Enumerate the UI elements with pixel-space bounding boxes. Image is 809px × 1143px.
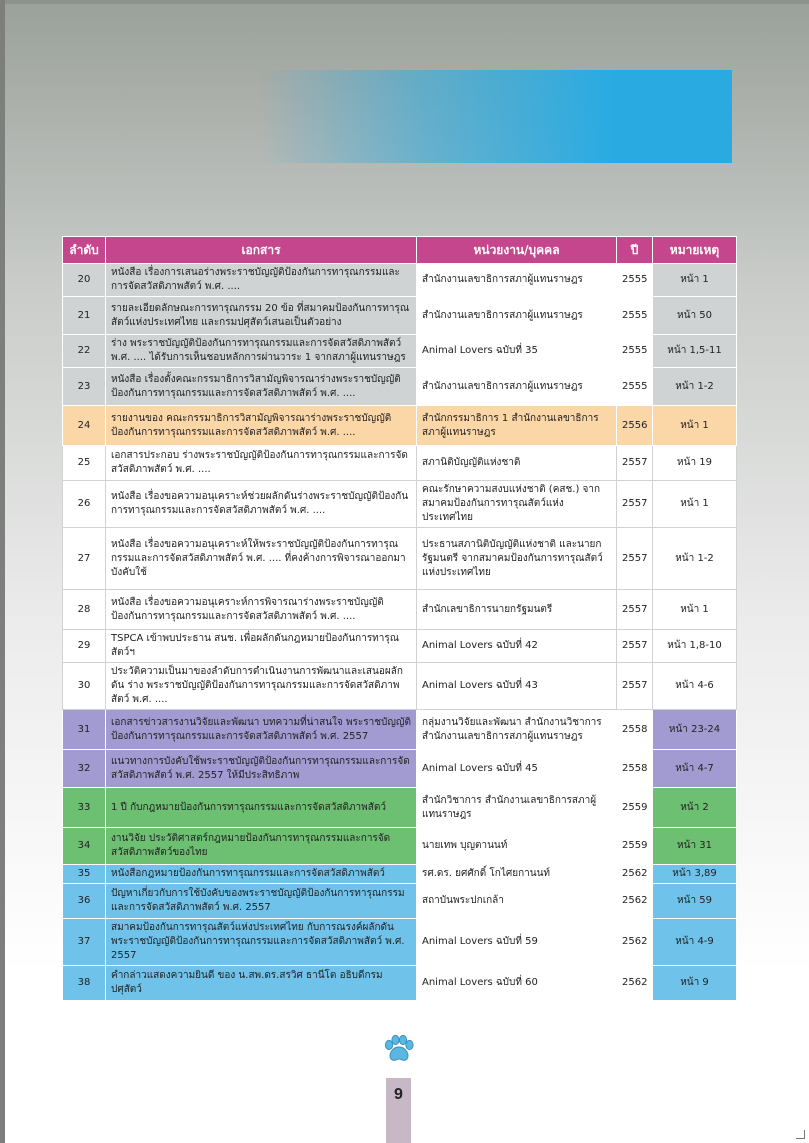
row-agency: สำนักงานเลขาธิการสภาผู้แทนราษฎร [417, 264, 617, 297]
table-row [63, 481, 737, 528]
row-agency: Animal Lovers ฉบับที่ 43 [417, 663, 617, 710]
row-document: รายงานของ คณะกรรมาธิการวิสามัญพิจารณาร่างพระราชบัญญัติป้องกันการทารุณกรรมและการจัดสวัสดิภาพสัตว์ พ.ศ. .... [106, 406, 417, 446]
crop-mark [796, 1130, 805, 1139]
row-document: เอกสารประกอบ ร่างพระราชบัญญัติป้องกันการทารุณกรรมและการจัดสวัสดิภาพสัตว์ พ.ศ. .... [106, 446, 417, 481]
row-note: หน้า 1 [653, 264, 737, 297]
row-note: หน้า 9 [653, 966, 737, 1001]
row-year: 2557 [617, 528, 653, 590]
row-year: 2555 [617, 335, 653, 368]
table-row [63, 788, 737, 828]
table-row [63, 406, 737, 446]
row-agency: สำนักงานเลขาธิการสภาผู้แทนราษฎร [417, 368, 617, 406]
row-document: เอกสารข่าวสารงานวิจัยและพัฒนา บทความที่น่าสนใจ พระราชบัญญัติป้องกันการทารุณกรรมและการจัดสวัสดิภาพสัตว์ พ.ศ. 2557 [106, 710, 417, 750]
row-year: 2562 [617, 919, 653, 966]
row-agency: Animal Lovers ฉบับที่ 45 [417, 750, 617, 788]
header-agency: หน่วยงาน/บุคคล [417, 237, 617, 264]
header-year: ปี [617, 237, 653, 264]
row-note: หน้า 4-6 [653, 663, 737, 710]
table-row [63, 966, 737, 1001]
row-agency: Animal Lovers ฉบับที่ 60 [417, 966, 617, 1001]
table-row [63, 264, 737, 297]
row-number: 31 [63, 710, 106, 750]
row-document: คำกล่าวแสดงความยินดี ของ น.สพ.ดร.สรวิศ ธานีโต อธิบดีกรมปศุสัตว์ [106, 966, 417, 1001]
row-number: 33 [63, 788, 106, 828]
row-document: ประวัติความเป็นมาของลำดับการดำเนินงานการพัฒนาและเสนอผลักดัน ร่าง พระราชบัญญัติป้องกันการทารุณกรรมและการจัดสวัสดิภาพสัตว์ พ.ศ. .... [106, 663, 417, 710]
row-agency: Animal Lovers ฉบับที่ 42 [417, 630, 617, 663]
row-note: หน้า 23-24 [653, 710, 737, 750]
row-agency: สำนักกรรมาธิการ 1 สำนักงานเลขาธิการสภาผู้แทนราษฎร [417, 406, 617, 446]
table-row [63, 590, 737, 630]
row-note: หน้า 50 [653, 297, 737, 335]
row-document: TSPCA เข้าพบประธาน สนช. เพื่อผลักดันกฎหมายป้องกันการทารุณสัตว์ฯ [106, 630, 417, 663]
row-number: 36 [63, 884, 106, 919]
row-year: 2557 [617, 446, 653, 481]
row-year: 2559 [617, 828, 653, 865]
table-row [63, 750, 737, 788]
row-note: หน้า 3,89 [653, 865, 737, 884]
row-number: 24 [63, 406, 106, 446]
row-number: 34 [63, 828, 106, 865]
row-agency: Animal Lovers ฉบับที่ 35 [417, 335, 617, 368]
row-year: 2562 [617, 884, 653, 919]
row-agency: สถาบันพระปกเกล้า [417, 884, 617, 919]
row-year: 2555 [617, 368, 653, 406]
row-document: หนังสือ เรื่องขอความอนุเคราะห์การพิจารณาร่างพระราชบัญญัติป้องกันการทารุณกรรมและการจัดสวัสดิภาพสัตว์ พ.ศ. .... [106, 590, 417, 630]
row-note: หน้า 19 [653, 446, 737, 481]
row-document: 1 ปี กับกฎหมายป้องกันการทารุณกรรมและการจัดสวัสดิภาพสัตว์ [106, 788, 417, 828]
row-year: 2556 [617, 406, 653, 446]
page-edge-left [0, 0, 5, 1143]
row-number: 38 [63, 966, 106, 1001]
row-note: หน้า 1-2 [653, 528, 737, 590]
row-year: 2557 [617, 590, 653, 630]
row-agency: รศ.ดร. ยศศักดิ์ โกไศยกานนท์ [417, 865, 617, 884]
table-row [63, 919, 737, 966]
row-document: หนังสือกฎหมายป้องกันการทารุณกรรมและการจัดสวัสดิภาพสัตว์ [106, 865, 417, 884]
row-number: 30 [63, 663, 106, 710]
table-row [63, 446, 737, 481]
row-document: แนวทางการบังคับใช้พระราชบัญญัติป้องกันการทารุณกรรมและการจัดสวัสดิภาพสัตว์ พ.ศ. 2557 ให้มีประสิทธิภาพ [106, 750, 417, 788]
table-row [63, 335, 737, 368]
row-document: หนังสือ เรื่องการเสนอร่างพระราชบัญญัติป้องกันการทารุณกรรมและการจัดสวัสดิภาพสัตว์ พ.ศ. .... [106, 264, 417, 297]
row-year: 2555 [617, 264, 653, 297]
row-note: หน้า 2 [653, 788, 737, 828]
title-banner [258, 70, 732, 163]
table-body [63, 264, 737, 1001]
table-row [63, 710, 737, 750]
row-year: 2559 [617, 788, 653, 828]
row-document: หนังสือ เรื่องขอความอนุเคราะห์ให้พระราชบัญญัติป้องกันการทารุณกรรมและการจัดสวัสดิภาพสัตว์ พ.ศ. .... ที่คงค้างการพิจารณาออกมาบังคับใช้ [106, 528, 417, 590]
table-row [63, 297, 737, 335]
row-note: หน้า 1 [653, 590, 737, 630]
row-year: 2557 [617, 663, 653, 710]
row-document: หนังสือ เรื่องขอความอนุเคราะห์ช่วยผลักดันร่างพระราชบัญญัติป้องกันการทารุณกรรมและการจัดสวัสดิภาพสัตว์ พ.ศ. .... [106, 481, 417, 528]
row-document: สมาคมป้องกันการทารุณสัตว์แห่งประเทศไทย กับการณรงค์ผลักดันพระราชบัญญัติป้องกันการทารุณกรรมและการจัดสวัสดิภาพสัตว์ พ.ศ. 2557 [106, 919, 417, 966]
row-year: 2557 [617, 481, 653, 528]
page-edge-top [0, 0, 809, 4]
row-note: หน้า 1-2 [653, 368, 737, 406]
row-agency: ประธานสภานิติบัญญัติแห่งชาติ และนายกรัฐมนตรี จากสมาคมป้องกันการทารุณสัตว์แห่งประเทศไทย [417, 528, 617, 590]
row-note: หน้า 31 [653, 828, 737, 865]
row-year: 2562 [617, 966, 653, 1001]
row-document: ปัญหาเกี่ยวกับการใช้บังคับของพระราชบัญญัติป้องกันการทารุณกรรมและการจัดสวัสดิภาพสัตว์ พ.ศ. 2557 [106, 884, 417, 919]
document-table [62, 236, 737, 1001]
row-number: 27 [63, 528, 106, 590]
table-row [63, 528, 737, 590]
row-note: หน้า 59 [653, 884, 737, 919]
row-year: 2558 [617, 710, 653, 750]
row-number: 35 [63, 865, 106, 884]
row-year: 2555 [617, 297, 653, 335]
table-header-row [63, 237, 737, 264]
row-year: 2558 [617, 750, 653, 788]
row-agency: กลุ่มงานวิจัยและพัฒนา สำนักงานวิชาการ สำนักงานเลขาธิการสภาผู้แทนราษฎร [417, 710, 617, 750]
table-row [63, 368, 737, 406]
row-agency: สำนักเลขาธิการนายกรัฐมนตรี [417, 590, 617, 630]
row-agency: Animal Lovers ฉบับที่ 59 [417, 919, 617, 966]
header-note: หมายเหตุ [653, 237, 737, 264]
row-number: 37 [63, 919, 106, 966]
row-number: 22 [63, 335, 106, 368]
row-number: 26 [63, 481, 106, 528]
table-row [63, 828, 737, 865]
table-row [63, 884, 737, 919]
row-document: หนังสือ เรื่องตั้งคณะกรรมาธิการวิสามัญพิจารณาร่างพระราชบัญญัติป้องกันการทารุณกรรมและการจัดสวัสดิภาพสัตว์ พ.ศ. .... [106, 368, 417, 406]
row-note: หน้า 1 [653, 406, 737, 446]
row-document: งานวิจัย ประวัติศาสตร์กฎหมายป้องกันการทารุณกรรมและการจัดสวัสดิภาพสัตว์ของไทย [106, 828, 417, 865]
row-note: หน้า 1,5-11 [653, 335, 737, 368]
table-row [63, 663, 737, 710]
row-agency: สำนักวิชาการ สำนักงานเลขาธิการสภาผู้แทนราษฎร [417, 788, 617, 828]
row-note: หน้า 4-9 [653, 919, 737, 966]
row-document: ร่าง พระราชบัญญัติป้องกันการทารุณกรรมและการจัดสวัสดิภาพสัตว์ พ.ศ. .... ได้รับการเห็นชอบหลักการผ่านวาระ 1 จากสภาผู้แทนราษฎร [106, 335, 417, 368]
row-number: 20 [63, 264, 106, 297]
row-number: 23 [63, 368, 106, 406]
row-year: 2557 [617, 630, 653, 663]
row-agency: คณะรักษาความสงบแห่งชาติ (คสช.) จากสมาคมป้องกันการทารุณสัตว์แห่งประเทศไทย [417, 481, 617, 528]
row-number: 25 [63, 446, 106, 481]
row-number: 21 [63, 297, 106, 335]
table-row [63, 865, 737, 884]
row-note: หน้า 4-7 [653, 750, 737, 788]
row-note: หน้า 1 [653, 481, 737, 528]
row-agency: สภานิติบัญญัติแห่งชาติ [417, 446, 617, 481]
row-year: 2562 [617, 865, 653, 884]
paw-print-icon [382, 1034, 416, 1064]
row-number: 29 [63, 630, 106, 663]
row-agency: นายเทพ บุญตานนท์ [417, 828, 617, 865]
row-document: รายละเอียดลักษณะการทารุณกรรม 20 ข้อ ที่สมาคมป้องกันการทารุณสัตว์แห่งประเทศไทย และกรมปศุสัตว์เสนอเป็นตัวอย่าง [106, 297, 417, 335]
table-row [63, 630, 737, 663]
page-number: 9 [394, 1086, 403, 1103]
row-agency: สำนักงานเลขาธิการสภาผู้แทนราษฎร [417, 297, 617, 335]
header-no: ลำดับ [63, 237, 106, 264]
header-document: เอกสาร [106, 237, 417, 264]
row-number: 32 [63, 750, 106, 788]
row-note: หน้า 1,8-10 [653, 630, 737, 663]
row-number: 28 [63, 590, 106, 630]
